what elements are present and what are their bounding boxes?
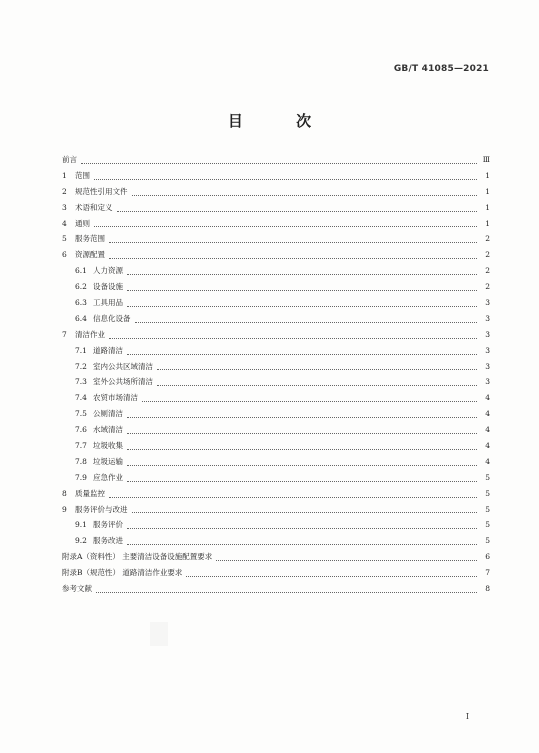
toc-entry-label: 前言: [62, 154, 77, 164]
toc-entry-page: 2: [485, 282, 490, 292]
toc-entry[interactable]: [62, 581, 490, 597]
footer-page-number: I: [465, 712, 469, 721]
toc-leader-dots: [127, 416, 477, 418]
toc-entry-number: 7.2: [75, 361, 87, 371]
toc-leader-dots: [127, 305, 477, 307]
toc-entry-page: 3: [485, 361, 490, 371]
toc-entry[interactable]: [62, 279, 490, 295]
toc-entry[interactable]: [62, 359, 490, 375]
toc-entry[interactable]: [62, 216, 490, 232]
toc-entry[interactable]: [62, 247, 490, 263]
toc-leader-dots: [81, 162, 477, 164]
toc-leader-dots: [127, 464, 477, 466]
toc-leader-dots: [109, 496, 477, 498]
toc-entry[interactable]: [62, 152, 490, 168]
toc-entry-page: 1: [485, 218, 490, 228]
toc-entry-label: 服务范围: [75, 234, 105, 244]
toc-entry-label: 服务改进: [93, 536, 123, 546]
toc-entry-label: 附录B（规范性） 道路清洁作业要求: [62, 568, 183, 578]
toc-entry-page: 3: [485, 298, 490, 307]
toc-entry[interactable]: [62, 406, 490, 422]
toc-leader-dots: [132, 511, 478, 513]
toc-leader-dots: [127, 289, 477, 291]
toc-leader-dots: [157, 368, 477, 370]
toc-entry-number: 1: [62, 170, 67, 180]
toc-entry-page: 4: [485, 425, 490, 435]
toc-entry-page: 2: [485, 266, 490, 276]
table-of-contents: [62, 152, 490, 597]
toc-entry[interactable]: [62, 343, 490, 359]
toc-leader-dots: [94, 178, 477, 180]
toc-leader-dots: [216, 559, 477, 561]
toc-entry-number: 7.1: [75, 345, 87, 355]
toc-entry-page: 2: [485, 234, 490, 244]
toc-entry-label: 人力资源: [93, 266, 123, 276]
toc-leader-dots: [127, 353, 477, 355]
toc-entry-page: 5: [485, 536, 490, 546]
toc-entry-page: 1: [485, 202, 490, 212]
toc-entry-number: 7.7: [75, 441, 87, 451]
toc-leader-dots: [157, 384, 477, 386]
toc-entry[interactable]: [62, 184, 490, 200]
toc-entry[interactable]: [62, 200, 490, 216]
toc-entry-number: 6.3: [75, 298, 87, 307]
toc-entry-label: 术语和定义: [75, 202, 113, 212]
toc-entry-number: 9.1: [75, 520, 87, 530]
toc-entry-page: 4: [485, 393, 490, 403]
toc-entry-page: 6: [485, 552, 490, 562]
toc-entry-number: 7.4: [75, 393, 87, 403]
toc-entry-label: 农贸市场清洁: [93, 393, 138, 403]
toc-entry-label: 参考文献: [62, 584, 92, 594]
toc-entry-page: 4: [485, 409, 490, 419]
toc-entry-number: 2: [62, 186, 67, 196]
toc-leader-dots: [109, 257, 477, 259]
toc-leader-dots: [127, 448, 477, 450]
toc-entry-label: 水域清洁: [93, 425, 123, 435]
standard-code: GB/T 41085—2021: [393, 64, 489, 74]
toc-leader-dots: [135, 321, 478, 323]
toc-entry-label: 信息化设备: [93, 313, 131, 323]
toc-entry[interactable]: [62, 470, 490, 486]
toc-leader-dots: [96, 591, 477, 593]
toc-entry-number: 6.4: [75, 313, 87, 323]
toc-entry-label: 室内公共区域清洁: [93, 361, 153, 371]
toc-leader-dots: [132, 194, 478, 196]
toc-entry-page: 1: [485, 170, 490, 180]
toc-entry-number: 9: [62, 504, 67, 514]
toc-entry[interactable]: [62, 502, 490, 518]
toc-entry[interactable]: [62, 549, 490, 565]
toc-entry-label: 清洁作业: [75, 329, 105, 339]
toc-entry-number: 7.5: [75, 409, 87, 419]
toc-entry[interactable]: [62, 327, 490, 343]
toc-entry-page: 5: [485, 488, 490, 498]
toc-entry-number: 6: [62, 250, 67, 260]
toc-entry[interactable]: [62, 168, 490, 184]
toc-entry-page: 3: [485, 345, 490, 355]
toc-entry-page: 5: [485, 472, 490, 482]
scan-mark: [150, 622, 168, 646]
toc-entry-label: 设备设施: [93, 282, 123, 292]
toc-entry-page: 7: [485, 568, 490, 578]
toc-entry-label: 垃圾运输: [93, 456, 123, 466]
toc-entry[interactable]: [62, 295, 490, 311]
toc-leader-dots: [127, 527, 477, 529]
toc-entry-number: 6.2: [75, 282, 87, 292]
page-title: 目 次: [227, 112, 336, 130]
toc-entry-label: 通则: [75, 218, 90, 228]
toc-entry-number: 6.1: [75, 266, 87, 276]
toc-leader-dots: [127, 432, 477, 434]
toc-entry[interactable]: [62, 533, 490, 549]
toc-entry-page: 4: [485, 441, 490, 451]
toc-leader-dots: [186, 575, 477, 577]
toc-entry-label: 垃圾收集: [93, 441, 123, 451]
toc-leader-dots: [127, 273, 477, 275]
toc-entry-label: 道路清洁: [93, 345, 123, 355]
toc-entry-number: 5: [62, 234, 67, 244]
toc-entry-label: 应急作业: [93, 472, 123, 482]
toc-entry-page: 8: [485, 584, 490, 594]
toc-entry-label: 服务评价与改进: [75, 504, 128, 514]
toc-entry-label: 范围: [75, 170, 90, 180]
toc-entry[interactable]: [62, 517, 490, 533]
toc-entry-number: 9.2: [75, 536, 87, 546]
toc-entry-label: 工具用品: [93, 298, 123, 307]
toc-entry-label: 服务评价: [93, 520, 123, 530]
toc-entry-label: 附录A（资料性） 主要清洁设备设施配置要求: [62, 552, 213, 562]
toc-leader-dots: [127, 543, 477, 545]
toc-entry-label: 室外公共场所清洁: [93, 377, 153, 387]
toc-entry-page: Ⅲ: [482, 154, 490, 164]
toc-entry-page: 3: [485, 377, 490, 387]
toc-entry-label: 规范性引用文件: [75, 186, 128, 196]
toc-entry-number: 7.6: [75, 425, 87, 435]
toc-entry-page: 4: [485, 456, 490, 466]
toc-entry-page: 5: [485, 520, 490, 530]
toc-entry-number: 7: [62, 329, 67, 339]
toc-entry-label: 质量监控: [75, 488, 105, 498]
toc-entry-number: 7.3: [75, 377, 87, 387]
toc-entry[interactable]: [62, 231, 490, 247]
toc-entry[interactable]: [62, 263, 490, 279]
toc-leader-dots: [142, 400, 477, 402]
toc-leader-dots: [117, 210, 478, 212]
toc-entry-page: 3: [485, 329, 490, 339]
toc-entry[interactable]: [62, 422, 490, 438]
toc-entry-number: 3: [62, 202, 67, 212]
toc-entry[interactable]: [62, 486, 490, 502]
toc-entry-number: 7.8: [75, 456, 87, 466]
toc-leader-dots: [127, 480, 477, 482]
toc-leader-dots: [94, 225, 477, 227]
toc-entry[interactable]: [62, 390, 490, 406]
toc-entry[interactable]: [62, 438, 490, 454]
toc-entry[interactable]: [62, 565, 490, 581]
toc-entry[interactable]: [62, 454, 490, 470]
toc-entry-number: 7.9: [75, 472, 87, 482]
toc-entry-number: 4: [62, 218, 67, 228]
toc-entry-number: 8: [62, 488, 67, 498]
toc-entry-label: 公厕清洁: [93, 409, 123, 419]
toc-entry-page: 2: [485, 250, 490, 260]
toc-entry-page: 3: [485, 313, 490, 323]
toc-entry[interactable]: [62, 374, 490, 390]
toc-leader-dots: [109, 241, 477, 243]
toc-entry[interactable]: [62, 311, 490, 327]
toc-entry-label: 资源配置: [75, 250, 105, 260]
toc-entry-page: 5: [485, 504, 490, 514]
toc-leader-dots: [109, 337, 477, 339]
toc-entry-page: 1: [485, 186, 490, 196]
